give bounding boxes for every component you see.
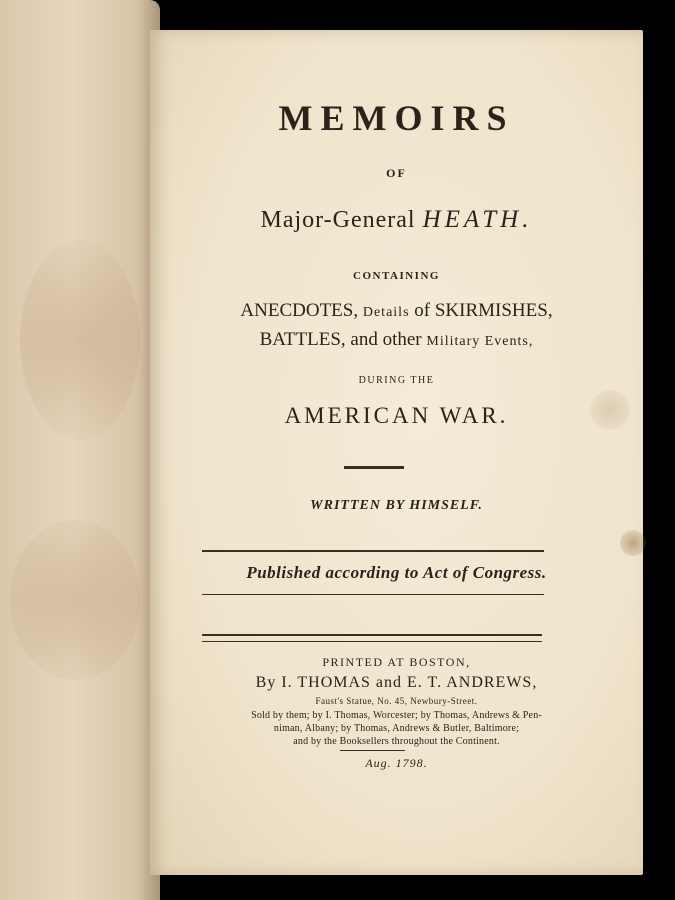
war-title: AMERICAN WAR. [284,403,509,428]
contents-battles: BATTLES, and other [259,329,422,350]
left-page-edge [0,0,160,900]
contents-line-2 [150,329,643,351]
foxing-spot [620,530,646,556]
imprint-printers: By I. THOMAS and E. T. ANDREWS, [255,674,538,691]
imprint-place: PRINTED AT BOSTON, [322,655,471,669]
imprint-sellers-line: niman, Albany; by Thomas, Andrews & Butler, Baltimore; [273,723,520,734]
double-rule [202,634,542,642]
contents-skirmishes: of SKIRMISHES, [414,300,553,321]
author-credit: WRITTEN BY HIMSELF. [310,498,483,513]
imprint-rule [340,750,405,751]
imprint-address: Faust's Statue, No. 45, Newbury-Street. [315,696,478,706]
subject-rank: Major-General [260,207,416,233]
imprint-sellers-line: Sold by them; by I. Thomas, Worcester; by Thomas, Andrews & Pen- [251,710,542,721]
left-page-stain [20,240,140,440]
title-of: OF [386,166,407,180]
imprint-date: Aug. 1798. [365,756,428,770]
left-page-stain [10,520,140,680]
contents-details: Details [362,305,410,320]
contents-line-1 [150,300,643,322]
book-title: MEMOIRS [278,98,515,138]
subject-name [150,206,643,234]
contents-military-events: Military Events, [426,334,534,349]
top-rule [202,550,544,552]
title-page [150,30,643,875]
contents-anecdotes: ANECDOTES, [240,300,359,321]
subject-surname: HEATH. [422,206,533,233]
ornamental-rule [344,466,404,469]
during-label: DURING THE [358,375,435,386]
copyright-notice: Published according to Act of Congress. [246,563,547,582]
containing-label: CONTAINING [353,270,440,282]
imprint-sellers-line: and by the Booksellers throughout the Continent. [293,736,500,747]
bottom-rule [202,594,544,595]
